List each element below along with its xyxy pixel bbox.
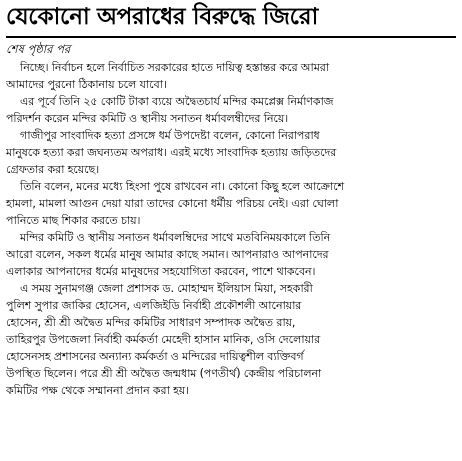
text-line: হামলা, মামলা আগুন দেয়া যারা তাদের কোনো ধর্মীয় পরিচয় নেই। এরা ঘোলা: [6, 197, 339, 210]
text-line: তাহিরপুর উপজেলা নির্বাহী কর্মকর্তা মেহেদী হাসান মানিক, ওসি দেলোয়ার: [6, 333, 321, 346]
text-line: উপস্থিত ছিলেন। পরে শ্রী শ্রী অদ্বৈত জন্মধাম (পণতীর্থ) কেন্দ্রীয় পরিচালনা: [6, 367, 322, 380]
continued-from-label: শেষ পৃষ্ঠার পর: [6, 42, 71, 56]
article-body: [6, 59, 456, 399]
article-paragraph: [6, 178, 456, 229]
article-paragraph: [6, 127, 456, 178]
article-paragraph: [6, 93, 456, 127]
text-line: মানুষকে হত্যা করা জঘন্যতম অপরাধ। এরই মধ্যে সাংবাদিক হত্যায় জড়িতদের: [6, 146, 337, 159]
text-line: হোসেনসহ প্রশাসনের অন্যান্য কর্মকর্তা ও মন্দিরের দায়িত্বশীল ব্যক্তিবর্গ: [6, 350, 304, 363]
text-line: মন্দির কমিটি ও স্থানীয় সনাতন ধর্মাবলম্বিদের সাথে মতবিনিময়কালে তিনি: [20, 231, 331, 244]
article-paragraph: [6, 59, 456, 93]
text-line: তিনি বলেন, মনের মধ্যে হিংসা পুষে রাখবেন না। কোনো কিছু হলে আক্রোশে: [20, 180, 345, 193]
article-paragraph: [6, 229, 456, 280]
text-line: নিচ্ছে। নির্বাচন হলে নির্বাচিত সরকারের হাতে দায়িত্ব হস্তান্তর করে আমরা: [20, 61, 329, 74]
text-line: পরিদর্শন করেন মন্দির কমিটি ও স্থানীয় সনাতন ধর্মাবলম্বীদের নিয়ে।: [6, 112, 289, 125]
headline-divider: [6, 36, 456, 38]
text-line: গ্রেফতার করা হয়েছে।: [6, 163, 100, 176]
text-line: পানিতে মাছ শিকার করতে চায়।: [6, 214, 141, 227]
text-line: হোসেন, শ্রী শ্রী অদ্বৈত মন্দির কমিটির সাধারণ সম্পাদক অদ্বৈত রায়,: [6, 316, 296, 329]
text-line: এলাকার আপনাদের ধর্মের মানুষদের সহযোগিতা করবেন, পাশে থাকবেন।: [6, 265, 316, 278]
text-line: আরো বলেন, সকল ধর্মের মানুষ আমার কাছে সমান। আপনারাও আপনাদের: [6, 248, 329, 261]
text-line: পুলিশ সুপার জাকির হোসেন, এলজিইডি নির্বাহী প্রকৌশলী আনোয়ার: [6, 299, 302, 312]
article-paragraph: [6, 280, 456, 399]
text-line: আমাদের পুরনো ঠিকানায় চলে যাবো।: [6, 78, 167, 91]
headline: যেকোনো অপরাধের বিরুদ্ধে জিরো: [6, 4, 318, 30]
text-line: এর পূর্বে তিনি ২৫ কোটি টাকা ব্যয়ে অদ্বৈতচার্য মন্দির কমপ্লেক্স নির্মাণকাজ: [20, 95, 334, 108]
text-line: এ সময় সুনামগঞ্জ জেলা প্রশাসক ড. মোহাম্মদ ইলিয়াস মিয়া, সহকারী: [20, 282, 313, 295]
text-line: কমিটির পক্ষ থেকে সম্মাননা প্রদান করা হয়।: [6, 384, 189, 397]
text-line: গাজীপুর সাংবাদিক হত্যা প্রসঙ্গে ধর্ম উপদেষ্টা বলেন, কোনো নিরাপরাধ: [20, 129, 320, 142]
